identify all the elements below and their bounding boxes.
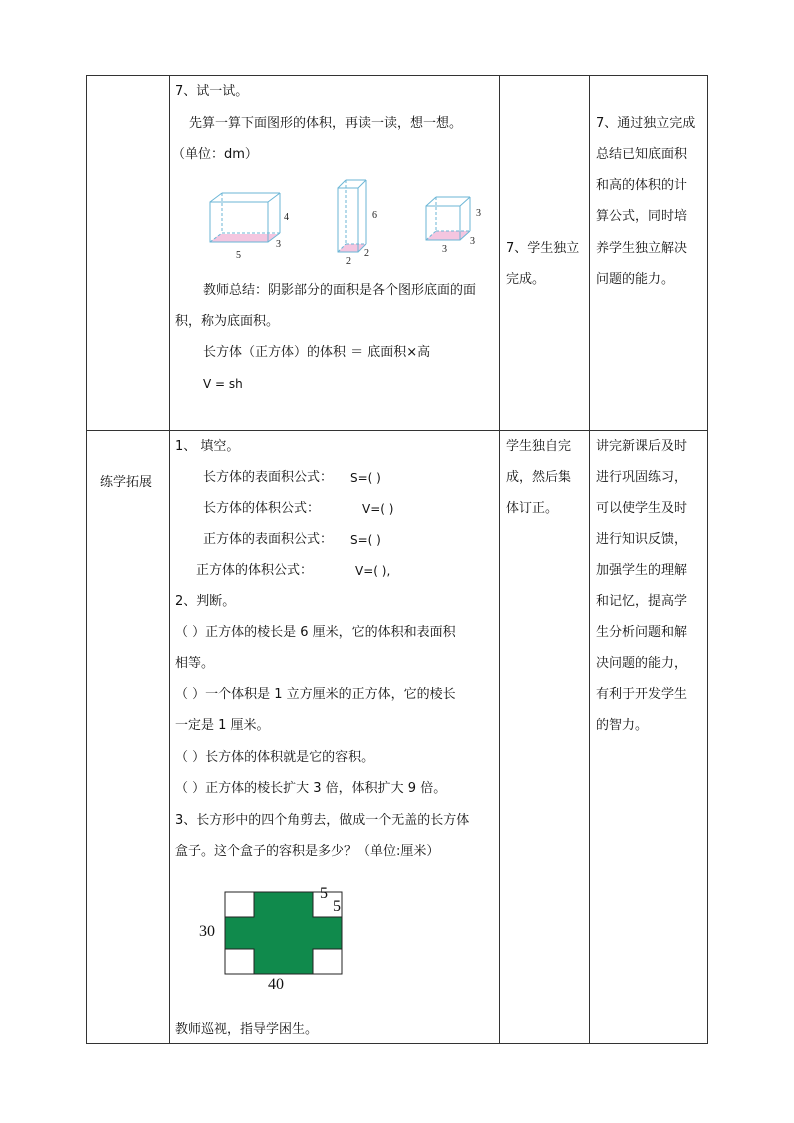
cut-label-side: 5 <box>333 898 341 915</box>
q2-line: （ ）长方体的体积就是它的容积。 <box>175 750 375 765</box>
q1-item-formula: S=( ) <box>350 533 381 547</box>
teacher-summary-line1: 教师总结：阴影部分的面积是各个图形底面的面 <box>203 283 477 298</box>
purpose-line: 养学生独立解决 <box>596 241 688 256</box>
q1-item-label: 正方体的表面积公式： <box>203 532 334 547</box>
q2-line: （ ）正方体的棱长扩大 3 倍，体积扩大 9 倍。 <box>175 781 447 796</box>
width-label: 40 <box>268 976 284 993</box>
cut-label-top: 5 <box>320 885 328 902</box>
cuboid-figure-1 <box>210 193 280 242</box>
q3-line2: 盒子。这个盒子的容积是多少？（单位:厘米） <box>175 844 440 859</box>
column-divider-1 <box>169 75 170 1044</box>
purpose-line: 的智力。 <box>596 718 649 733</box>
cuboid2-height-label: 6 <box>372 210 377 221</box>
q1-title: 1、 填空。 <box>175 439 240 454</box>
volume-formula-text: 长方体（正方体）的体积 ＝ 底面积×高 <box>203 345 431 360</box>
purpose-line: 加强学生的理解 <box>596 563 688 578</box>
unit-note: （单位：dm） <box>172 147 258 162</box>
closing-note: 教师巡视，指导学困生。 <box>175 1022 319 1037</box>
cut-corner <box>225 949 254 974</box>
student-activity-line: 学生独自完 <box>506 439 572 454</box>
q1-item-label: 长方体的体积公式： <box>203 501 321 516</box>
q2-title: 2、判断。 <box>175 594 236 609</box>
column-divider-2 <box>499 75 500 1044</box>
student-activity-line: 7、学生独立 <box>506 241 580 256</box>
student-activity-line: 体订正。 <box>506 501 559 516</box>
cube-figure <box>426 197 470 240</box>
q3-line1: 3、长方形中的四个角剪去，做成一个无盖的长方体 <box>175 813 470 828</box>
q1-item-formula: S=( ) <box>350 471 381 485</box>
table-top-border <box>86 75 708 76</box>
try-it-instruction: 先算一算下面图形的体积，再读一读，想一想。 <box>189 116 463 131</box>
q2-line: （ ）正方体的棱长是 6 厘米，它的体积和表面积 <box>175 625 456 640</box>
row-divider <box>86 430 708 431</box>
q2-line: 一定是 1 厘米。 <box>175 718 270 733</box>
purpose-line: 和记忆，提高学 <box>596 594 688 609</box>
cube-length-label: 3 <box>442 244 447 255</box>
student-activity-line: 成，然后集 <box>506 470 572 485</box>
cuboid2-length-label: 2 <box>346 256 351 267</box>
column-divider-3 <box>589 75 590 1044</box>
cuboid1-length-label: 5 <box>236 250 241 261</box>
q1-item-label: 正方体的体积公式： <box>196 563 314 578</box>
solid-figures <box>200 172 490 272</box>
purpose-line: 决问题的能力， <box>596 656 688 671</box>
q1-item-formula: V=( ), <box>355 564 391 578</box>
purpose-line: 生分析问题和解 <box>596 625 688 640</box>
cut-corner <box>225 892 254 917</box>
cuboid1-height-label: 4 <box>284 212 289 223</box>
purpose-line: 有利于开发学生 <box>596 687 688 702</box>
height-label: 30 <box>199 923 215 940</box>
student-activity-line: 完成。 <box>506 272 546 287</box>
table-right-border <box>707 75 708 1044</box>
purpose-line: 总结已知底面积 <box>596 147 688 162</box>
cuboid2-width-label: 2 <box>364 248 369 259</box>
table-left-border <box>86 75 87 1044</box>
teacher-summary-line2: 积，称为底面积。 <box>175 314 280 329</box>
purpose-line: 进行巩固练习， <box>596 470 688 485</box>
section-label: 练学拓展 <box>100 475 153 490</box>
q2-line: 相等。 <box>175 656 215 671</box>
try-it-heading: 7、试一试。 <box>175 84 249 99</box>
cuboid1-width-label: 3 <box>276 239 281 250</box>
q2-line: （ ）一个体积是 1 立方厘米的正方体，它的棱长 <box>175 687 456 702</box>
purpose-line: 问题的能力。 <box>596 272 675 287</box>
cuboid-figure-2 <box>338 180 366 252</box>
q1-item-formula: V=( ) <box>362 502 394 516</box>
purpose-line: 7、通过独立完成 <box>596 116 696 131</box>
purpose-line: 进行知识反馈， <box>596 532 688 547</box>
box-net-diagram <box>195 880 365 995</box>
table-bottom-border <box>86 1043 708 1044</box>
purpose-line: 算公式，同时培 <box>596 209 688 224</box>
q1-item-label: 长方体的表面积公式： <box>203 470 334 485</box>
cube-height-label: 3 <box>476 208 481 219</box>
purpose-line: 可以使学生及时 <box>596 501 688 516</box>
cut-corner <box>313 949 342 974</box>
volume-formula-symbol: V = sh <box>203 377 243 391</box>
purpose-line: 讲完新课后及时 <box>596 439 688 454</box>
purpose-line: 和高的体积的计 <box>596 178 688 193</box>
cube-width-label: 3 <box>470 236 475 247</box>
